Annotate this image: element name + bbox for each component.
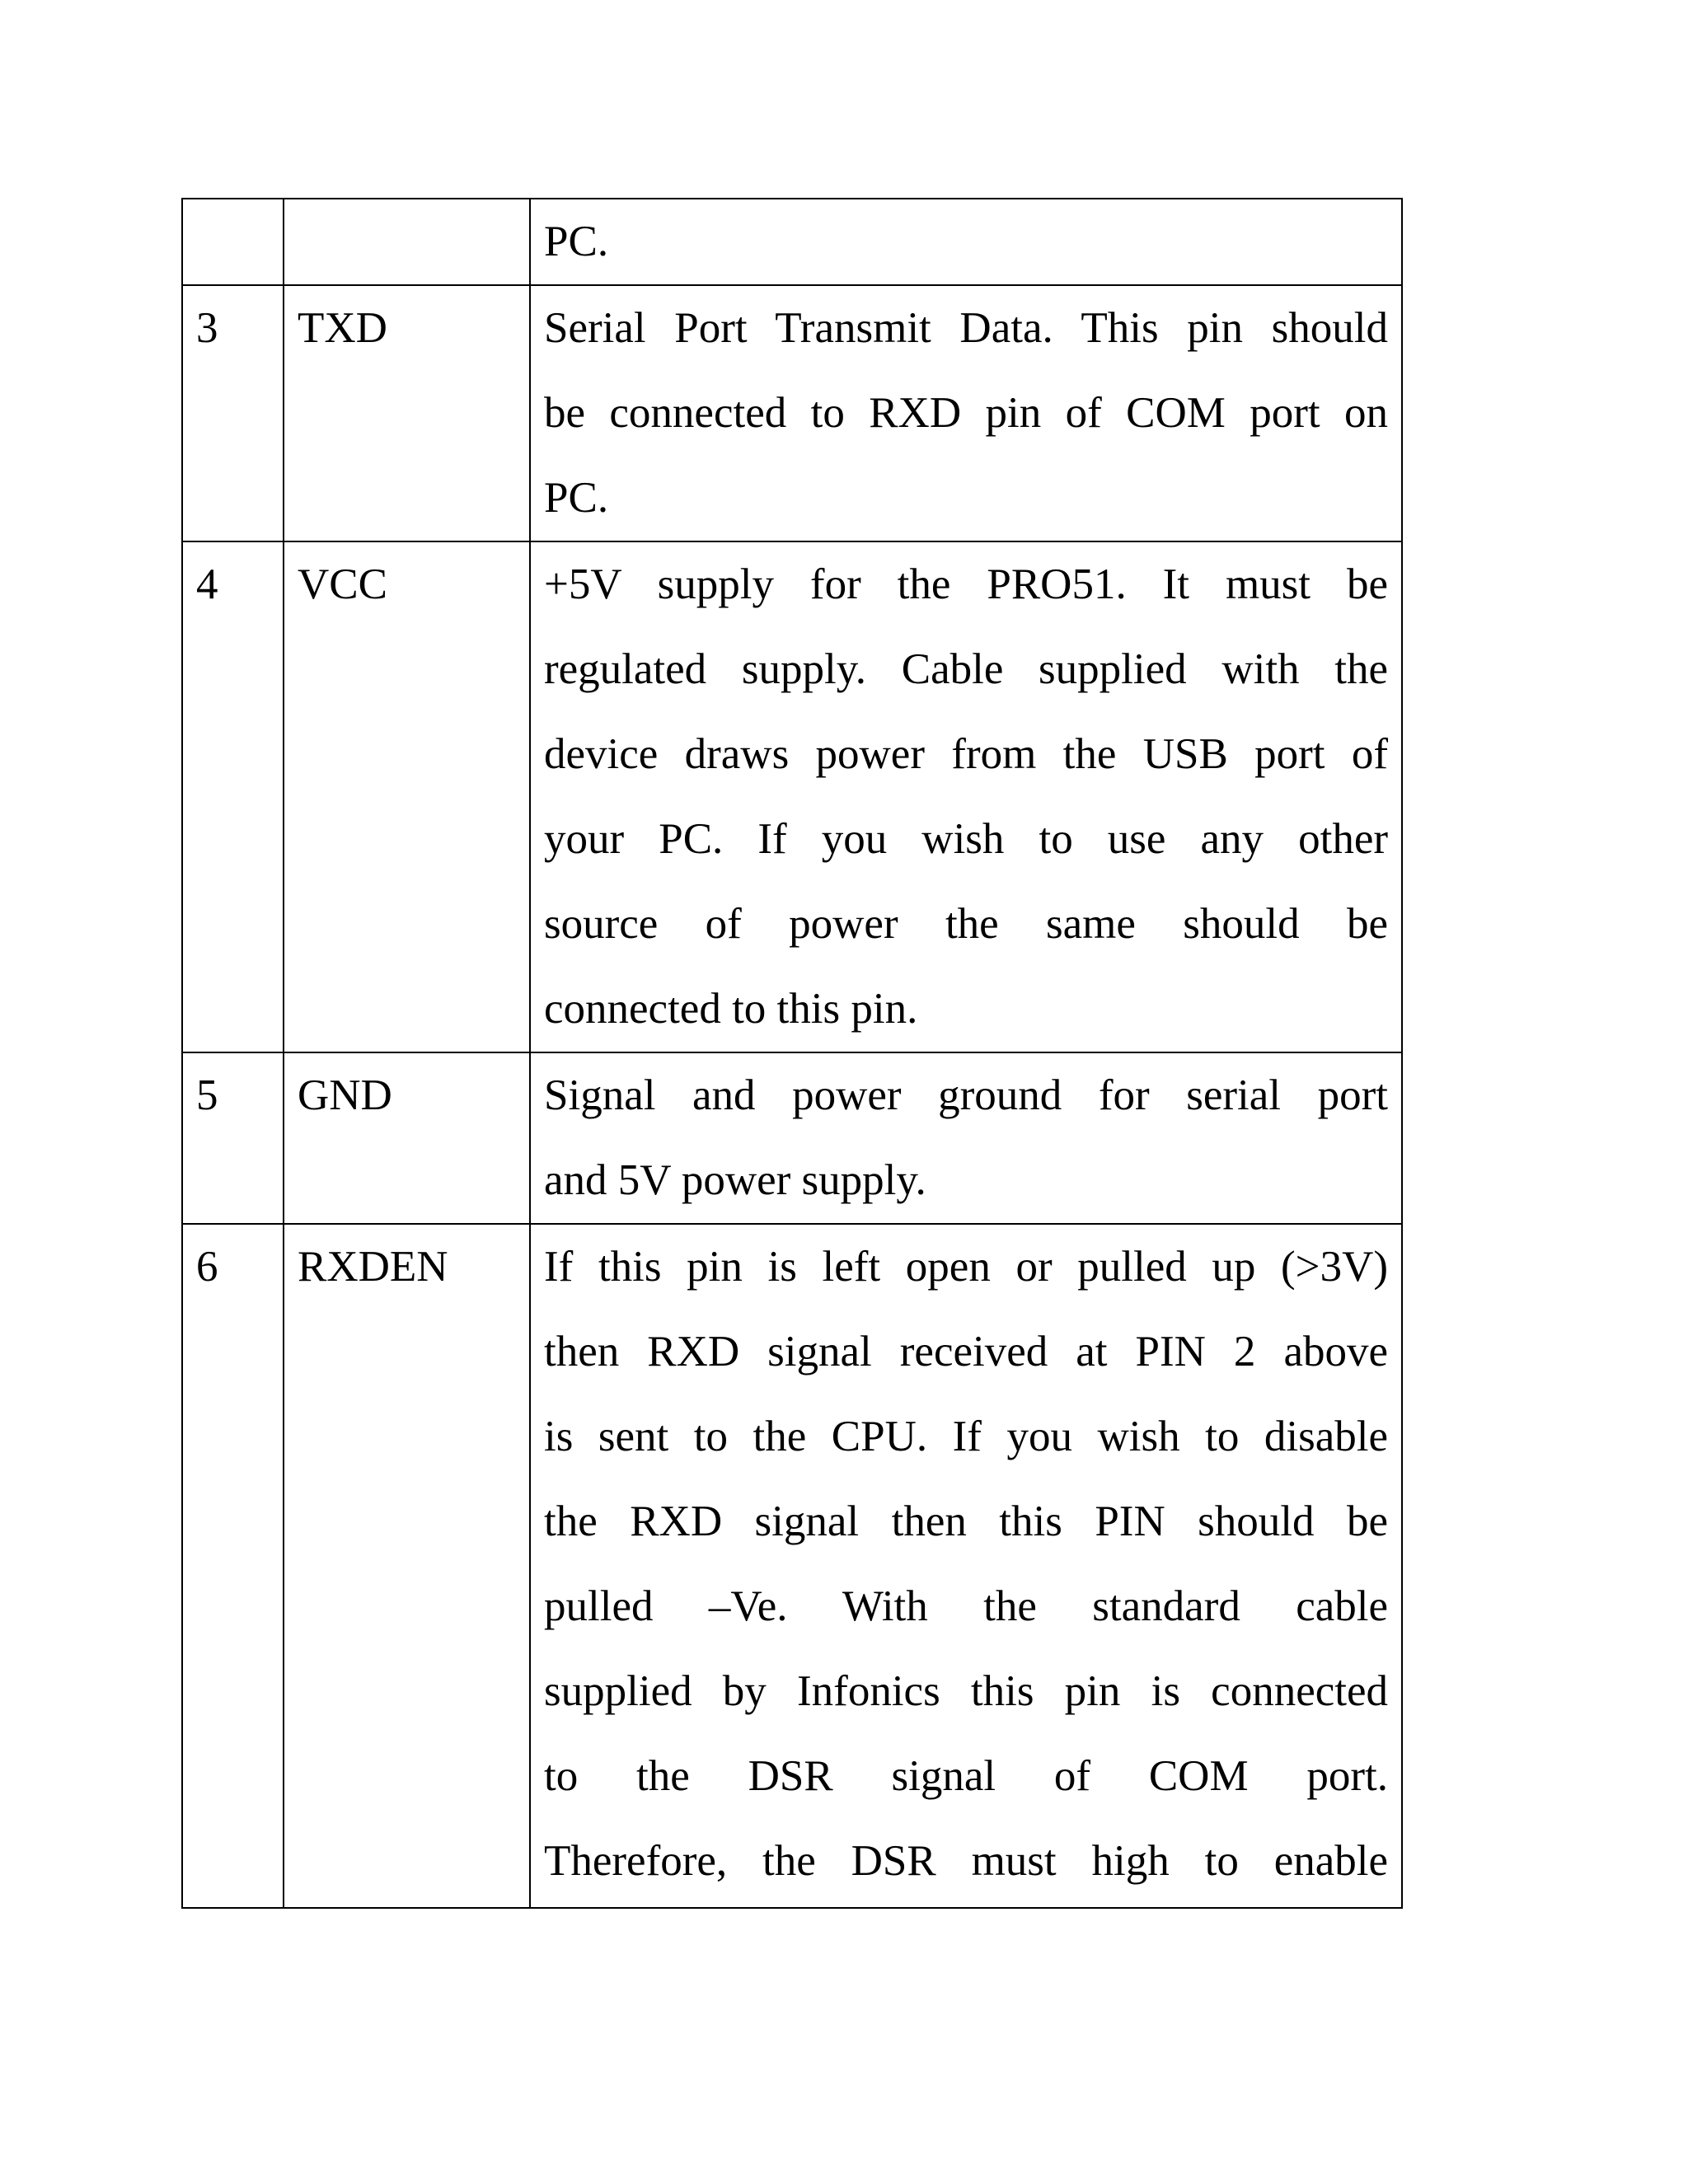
pin-description-cell <box>530 1224 1402 1908</box>
description-line: PC. <box>544 218 609 265</box>
table-row <box>182 541 1402 1052</box>
description-line: Serial Port Transmit Data. This pin should <box>544 304 1388 352</box>
description-line: Signal and power ground for serial port <box>544 1071 1388 1119</box>
description-line: be connected to RXD pin of COM port on <box>544 389 1388 437</box>
pin-description-table <box>181 198 1403 1909</box>
pin-name-cell: VCC <box>284 541 530 1052</box>
description-line: and 5V power supply. <box>544 1156 926 1204</box>
pin-number-cell: 5 <box>182 1052 284 1224</box>
description-line: the RXD signal then this PIN should be <box>544 1497 1388 1545</box>
description-line: If this pin is left open or pulled up (>3V) <box>544 1243 1388 1291</box>
description-line: device draws power from the USB port of <box>544 730 1388 778</box>
pin-number-cell <box>182 199 284 285</box>
description-line: to the DSR signal of COM port. <box>544 1752 1388 1800</box>
description-line: is sent to the CPU. If you wish to disable <box>544 1413 1388 1460</box>
pin-description-cell <box>530 285 1402 541</box>
pin-name-cell <box>284 199 530 285</box>
description-line: PC. <box>544 474 609 522</box>
table-row <box>182 285 1402 541</box>
description-line: regulated supply. Cable supplied with the <box>544 645 1388 693</box>
pin-number-cell: 6 <box>182 1224 284 1908</box>
description-line: source of power the same should be <box>544 900 1388 948</box>
description-line: Therefore, the DSR must high to enable <box>544 1837 1388 1885</box>
pin-number-cell: 3 <box>182 285 284 541</box>
table-row <box>182 199 1402 285</box>
table-row <box>182 1224 1402 1908</box>
description-line: then RXD signal received at PIN 2 above <box>544 1328 1388 1376</box>
pin-name-cell: RXDEN <box>284 1224 530 1908</box>
description-line: your PC. If you wish to use any other <box>544 815 1388 863</box>
pin-name-cell: TXD <box>284 285 530 541</box>
description-line: +5V supply for the PRO51. It must be <box>544 560 1388 608</box>
description-line: connected to this pin. <box>544 985 918 1033</box>
pin-description-cell <box>530 541 1402 1052</box>
table-row <box>182 1052 1402 1224</box>
table-body <box>182 199 1402 1908</box>
pin-description-cell <box>530 1052 1402 1224</box>
pin-number-cell: 4 <box>182 541 284 1052</box>
description-line: supplied by Infonics this pin is connected <box>544 1667 1388 1715</box>
description-line: pulled –Ve. With the standard cable <box>544 1582 1388 1630</box>
pin-description-cell <box>530 199 1402 285</box>
pin-name-cell: GND <box>284 1052 530 1224</box>
